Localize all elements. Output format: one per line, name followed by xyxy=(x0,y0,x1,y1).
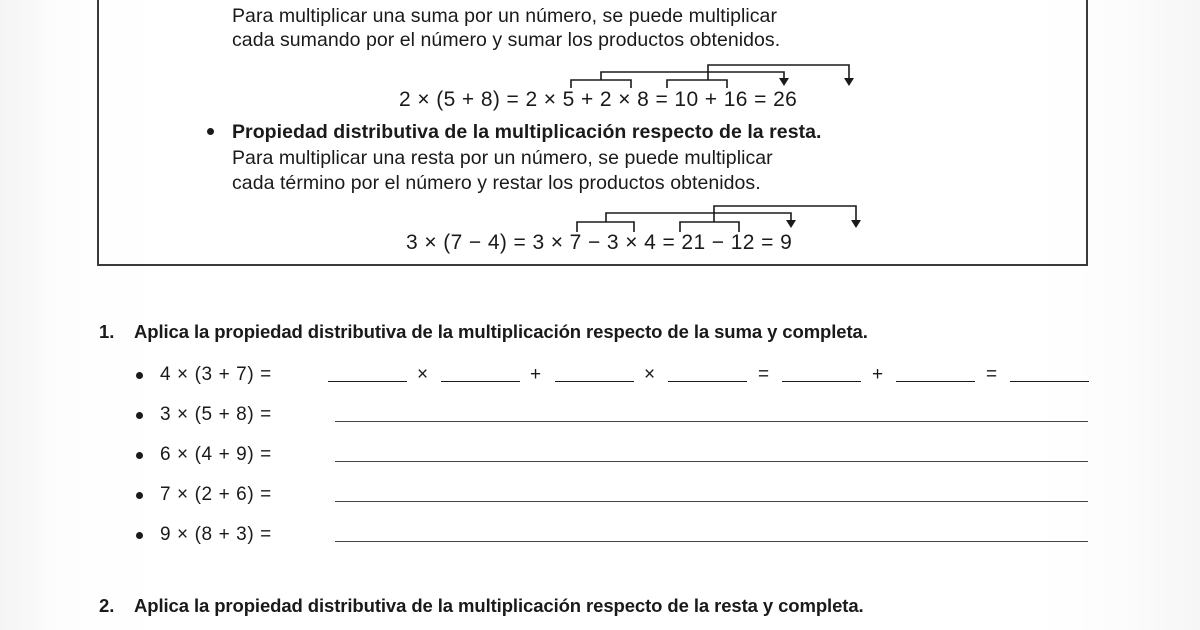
answer-line[interactable] xyxy=(335,501,1088,502)
exercise-1-item-5-expression: 9 × (8 + 3) = xyxy=(160,524,272,545)
difference-example-op: − xyxy=(587,231,601,254)
exercise-1-item-4-expression: 7 × (2 + 6) = xyxy=(160,484,272,505)
operator-plus: + xyxy=(530,364,542,385)
sum-example-product2: 16 xyxy=(723,88,748,111)
bullet-icon xyxy=(136,492,143,499)
exercise-1-text: Aplica la propiedad distributiva de la multiplicación respecto de la suma y completa. xyxy=(134,321,868,342)
bullet-icon xyxy=(136,452,143,459)
sum-example-op: + xyxy=(580,88,594,111)
answer-blank[interactable] xyxy=(1010,381,1089,382)
answer-blank[interactable] xyxy=(555,381,634,382)
operator-times: × xyxy=(417,364,429,385)
exercise-1-instruction xyxy=(99,321,868,343)
sum-example-op2: + xyxy=(704,88,718,111)
difference-example-term1: 3 × 7 xyxy=(532,231,582,254)
sum-example-eq1: = xyxy=(655,88,669,111)
difference-example-product2: 12 xyxy=(730,231,755,254)
difference-property-description-line-1: Para multiplicar una resta por un número, se puede multiplicar xyxy=(232,147,773,169)
answer-blank[interactable] xyxy=(328,381,407,382)
answer-line[interactable] xyxy=(335,461,1088,462)
difference-property-title: Propiedad distributiva de la multiplicación respecto de la resta. xyxy=(232,121,822,143)
answer-blank[interactable] xyxy=(782,381,861,382)
difference-example-eq2: = xyxy=(761,231,774,254)
sum-example-eq2: = xyxy=(754,88,767,111)
exercise-1-item-3-expression: 6 × (4 + 9) = xyxy=(160,444,272,465)
difference-example-equation xyxy=(406,231,792,255)
difference-example-left: 3 × (7 − 4) = xyxy=(406,231,527,254)
exercise-2-number: 2. xyxy=(99,595,115,616)
sum-example-product1: 10 xyxy=(674,88,699,111)
sum-example-term2: 2 × 8 xyxy=(599,88,650,111)
sum-example-result: 26 xyxy=(773,88,798,111)
difference-distribution-arrows-icon xyxy=(0,0,1200,270)
operator-times: × xyxy=(644,364,656,385)
exercise-2-instruction xyxy=(99,595,864,617)
operator-equals: = xyxy=(758,364,770,385)
answer-blank[interactable] xyxy=(441,381,520,382)
bullet-icon xyxy=(136,372,143,379)
operator-plus: + xyxy=(872,364,884,385)
sum-example-term1: 2 × 5 xyxy=(525,88,575,111)
exercise-1-item-2-expression: 3 × (5 + 8) = xyxy=(160,404,272,425)
sum-property-description-line-2: cada sumando por el número y sumar los productos obtenidos. xyxy=(232,29,781,51)
difference-example-eq1: = xyxy=(662,231,676,254)
operator-equals: = xyxy=(986,364,998,385)
sum-example-left: 2 × (5 + 8) = xyxy=(399,88,520,111)
answer-line[interactable] xyxy=(335,541,1088,542)
exercise-2-text: Aplica la propiedad distributiva de la multiplicación respecto de la resta y completa. xyxy=(134,595,864,616)
exercise-1-number: 1. xyxy=(99,321,115,342)
sum-property-description-line-1: Para multiplicar una suma por un número, se puede multiplicar xyxy=(232,5,777,27)
bullet-icon xyxy=(136,412,143,419)
difference-example-op2: − xyxy=(711,231,725,254)
exercise-1-item-1-expression: 4 × (3 + 7) = xyxy=(160,364,272,385)
difference-example-product1: 21 xyxy=(681,231,706,254)
difference-example-result: 9 xyxy=(780,231,793,254)
answer-blank[interactable] xyxy=(668,381,747,382)
difference-property-description-line-2: cada término por el número y restar los productos obtenidos. xyxy=(232,172,761,194)
answer-line[interactable] xyxy=(335,421,1088,422)
answer-blank[interactable] xyxy=(896,381,975,382)
difference-example-term2: 3 × 4 xyxy=(606,231,657,254)
bullet-icon xyxy=(136,532,143,539)
